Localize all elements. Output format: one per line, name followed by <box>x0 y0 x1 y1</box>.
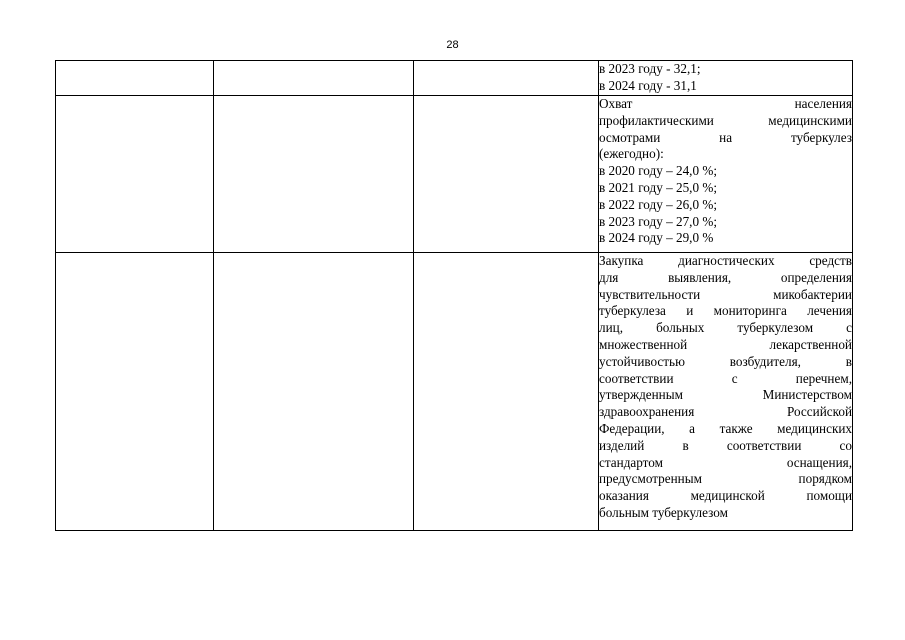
text-line: в 2022 году – 26,0 %; <box>599 196 718 212</box>
table-cell <box>414 61 599 96</box>
table-cell-text <box>599 96 853 253</box>
text-line: туберкулеза и мониторинга лечения <box>599 303 852 319</box>
table-row <box>56 96 853 253</box>
text-line: (ежегодно): <box>599 146 664 162</box>
table-cell <box>56 253 214 531</box>
text-line: множественной лекарственной <box>599 336 852 352</box>
text-line: в 2023 году – 27,0 %; <box>599 213 718 229</box>
table-row <box>56 61 853 96</box>
text-line: осмотрами на туберкулез <box>599 129 852 145</box>
text-line: изделий в соответствии со <box>599 437 852 453</box>
text-line: лиц, больных туберкулезом с <box>599 320 852 336</box>
text-line: в 2023 году - 32,1; <box>599 61 701 76</box>
text-line: чувствительности микобактерии <box>599 286 852 302</box>
table-cell-text <box>599 253 853 531</box>
text-line: в 2021 году – 25,0 %; <box>599 179 718 195</box>
table-row <box>56 253 853 531</box>
text-line: для выявления, определения <box>599 269 852 285</box>
table-cell <box>414 96 599 253</box>
text-line: в 2020 году – 24,0 %; <box>599 163 718 179</box>
table-cell <box>214 61 414 96</box>
text-line: в 2024 году – 29,0 % <box>599 230 714 246</box>
text-line: устойчивостью возбудителя, в <box>599 353 852 369</box>
table-cell <box>214 253 414 531</box>
text-line: утвержденным Министерством <box>599 387 852 403</box>
text-line: предусмотренным порядком <box>599 471 852 487</box>
text-line: больным туберкулезом <box>599 504 728 520</box>
table-cell <box>56 96 214 253</box>
text-line: соответствии с перечнем, <box>599 370 852 386</box>
text-line: Закупка диагностических средств <box>599 253 852 268</box>
text-line: в 2024 году - 31,1 <box>599 77 697 93</box>
text-line: Федерации, а также медицинских <box>599 420 852 436</box>
table-cell <box>214 96 414 253</box>
text-line: стандартом оснащения, <box>599 454 852 470</box>
table-cell <box>414 253 599 531</box>
document-table <box>55 60 853 531</box>
table-cell <box>56 61 214 96</box>
text-line: здравоохранения Российской <box>599 404 852 420</box>
text-line: оказания медицинской помощи <box>599 488 852 504</box>
text-line: профилактическими медицинскими <box>599 112 852 128</box>
page-number: 28 <box>446 39 459 51</box>
table-cell-text <box>599 61 853 96</box>
text-line: Охват населения <box>599 96 852 111</box>
